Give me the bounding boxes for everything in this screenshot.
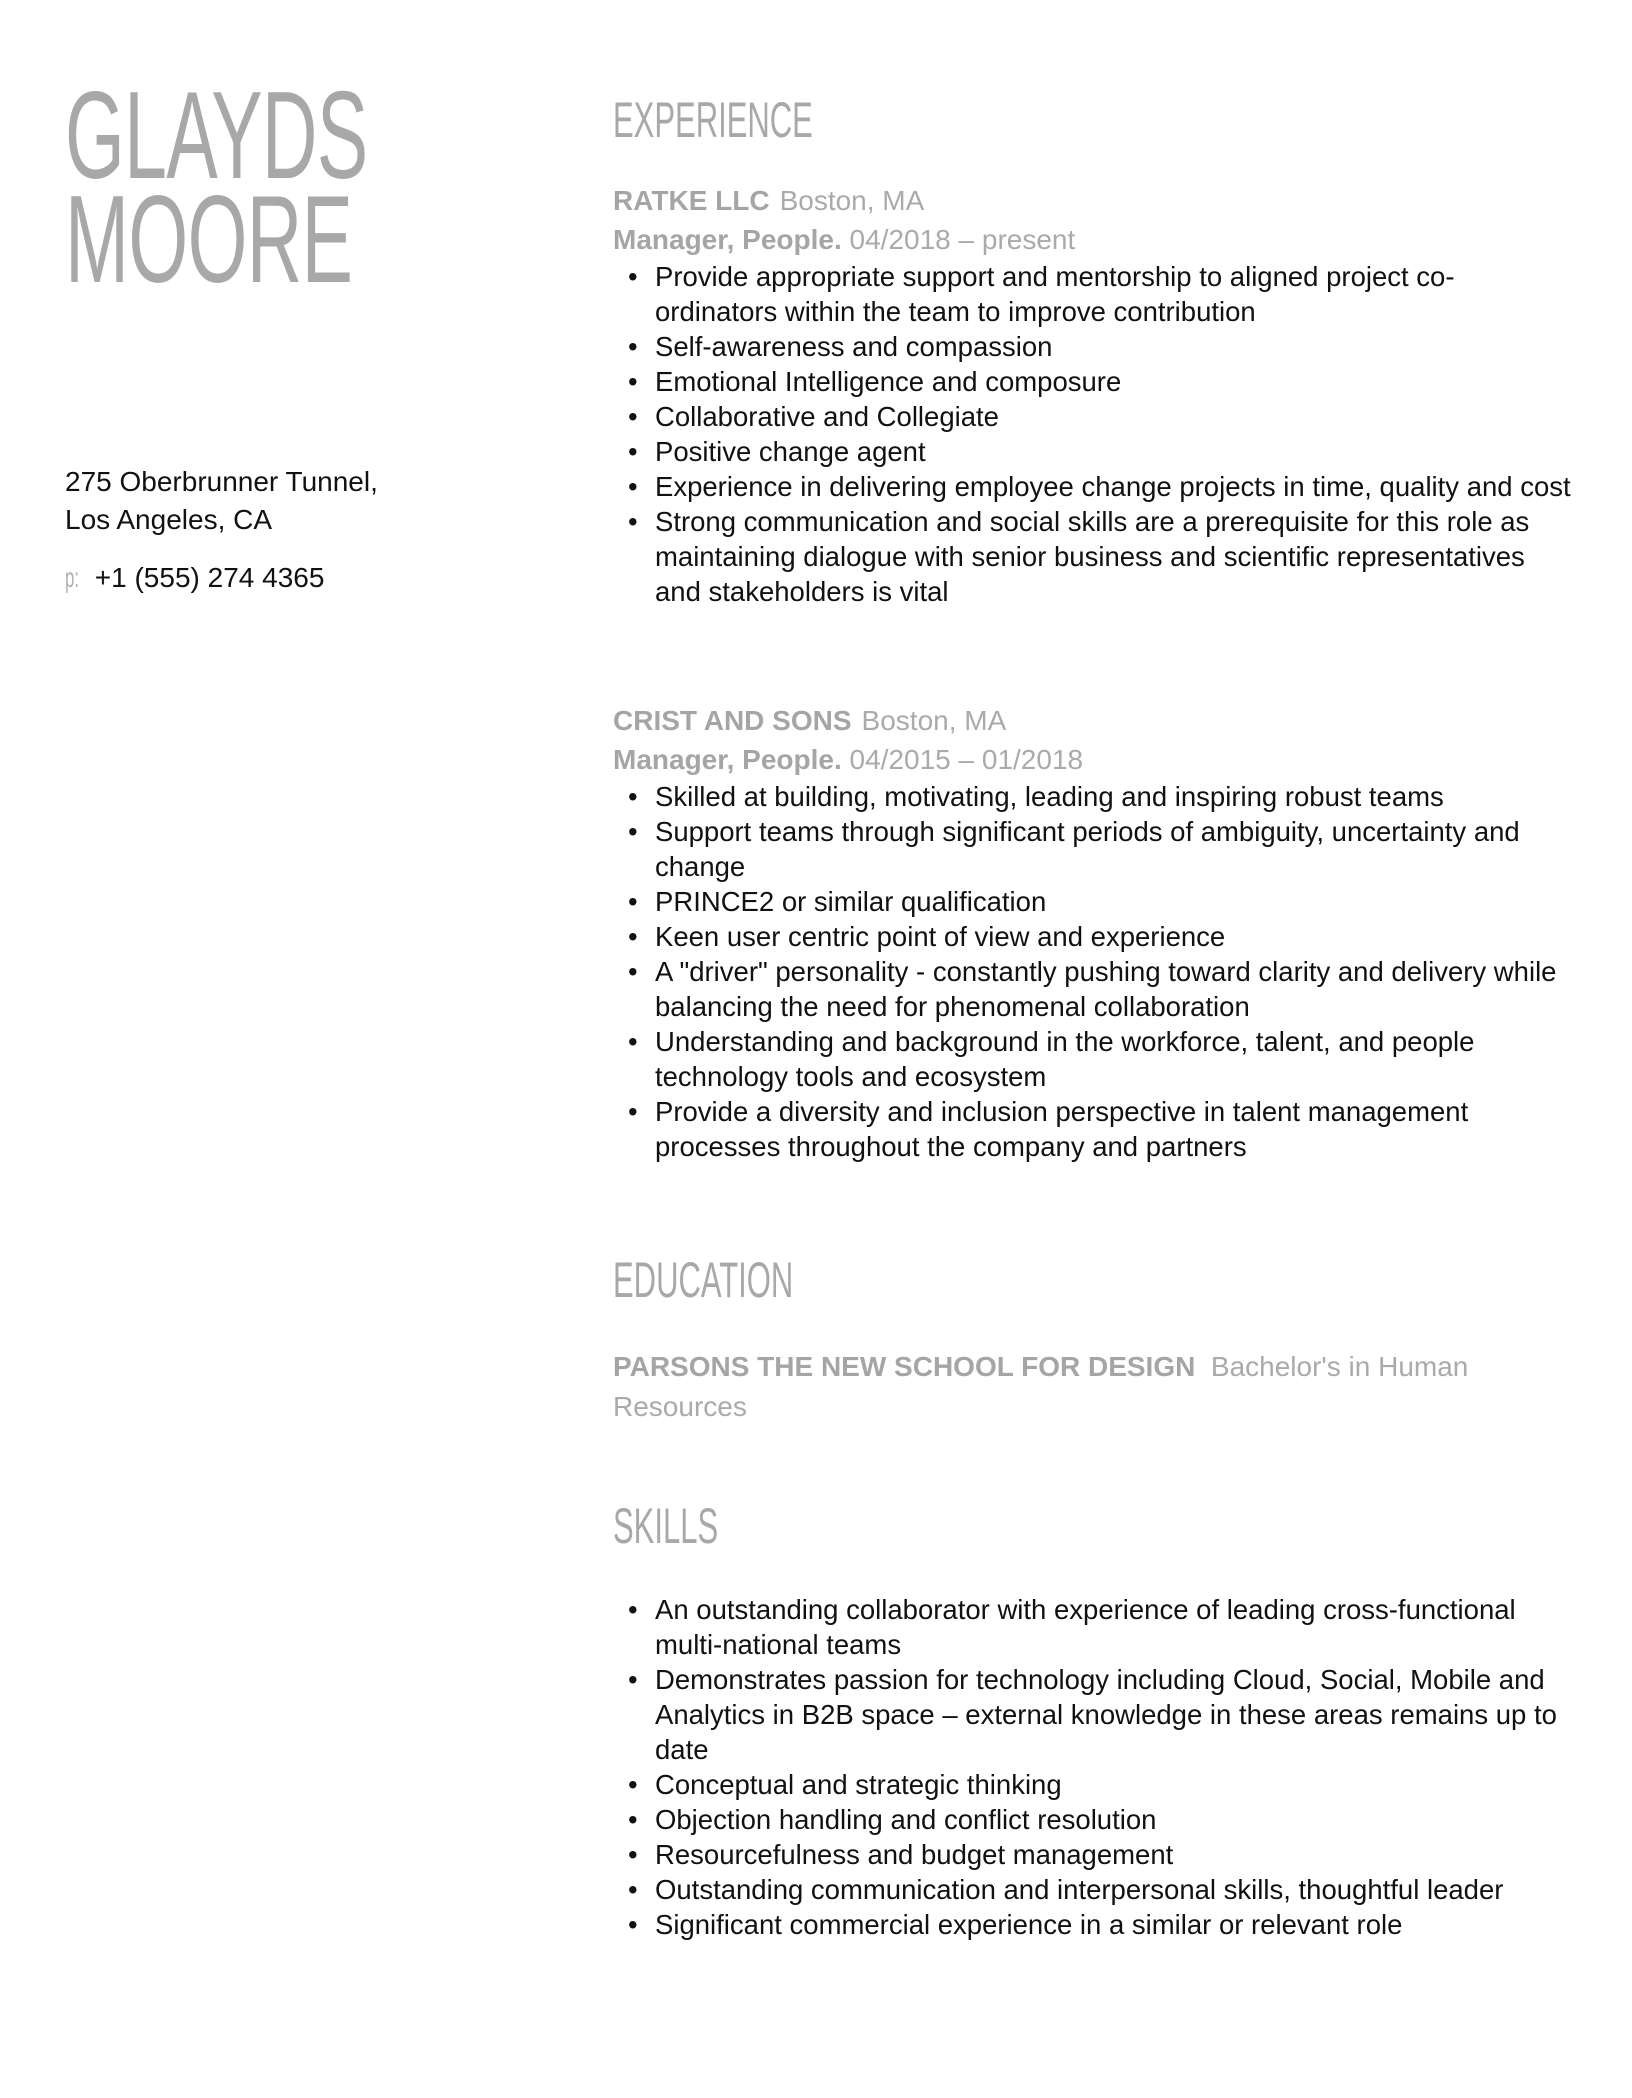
school-name: PARSONS THE NEW SCHOOL FOR DESIGN [613,1351,1196,1382]
job-location: Boston, MA [779,185,925,216]
phone-label: p: [65,562,80,593]
list-item: • Support teams through significant periods of ambiguity, uncertainty and change [655,814,1573,884]
list-item: • Resourcefulness and budget management [655,1837,1573,1872]
job-role-line [613,220,1573,259]
list-item: • Outstanding communication and interpersonal skills, thoughtful leader [655,1872,1573,1907]
skills-heading [613,1498,783,1554]
list-item: • Demonstrates passion for technology including Cloud, Social, Mobile and Analytics in B2B space – external knowledge in these areas remains up to date [655,1662,1573,1767]
job-bullets [613,259,1573,609]
list-item: • Emotional Intelligence and composure [655,364,1573,399]
address-line-2: Los Angeles, CA [65,504,273,535]
list-item: • Self-awareness and compassion [655,329,1573,364]
education-entry [613,1347,1533,1427]
list-item: • Objection handling and conflict resolution [655,1802,1573,1837]
skills-heading-text: SKILLS [613,1498,719,1554]
list-item: • Collaborative and Collegiate [655,399,1573,434]
list-item: • PRINCE2 or similar qualification [655,884,1573,919]
experience-heading-text: EXPERIENCE [613,92,813,148]
experience-heading [613,92,935,148]
job-company: CRIST AND SONS [613,705,852,736]
job-role-line [613,740,1573,779]
job-role: Manager, People. [613,744,842,775]
job-company: RATKE LLC [613,185,770,216]
job-entry-2 [613,701,1573,1164]
education-heading-text: EDUCATION [613,1252,794,1308]
list-item: • Provide a diversity and inclusion perspective in talent management processes throughout the company and partners [655,1094,1573,1164]
list-item: • Understanding and background in the workforce, talent, and people technology tools and ecosystem [655,1024,1573,1094]
job-bullets [613,779,1573,1164]
phone-number: +1 (555) 274 4365 [94,562,325,593]
job-role: Manager, People. [613,224,842,255]
address-line-1: 275 Oberbrunner Tunnel, [65,466,378,497]
candidate-name [65,67,553,309]
list-item: • Significant commercial experience in a similar or relevant role [655,1907,1573,1942]
list-item: • Experience in delivering employee change projects in time, quality and cost [655,469,1573,504]
list-item: • Conceptual and strategic thinking [655,1767,1573,1802]
job-dates: 04/2015 – 01/2018 [849,744,1084,775]
job-dates: 04/2018 – present [849,224,1076,255]
job-company-line [613,181,1573,220]
address [65,463,378,539]
job-location: Boston, MA [861,705,1007,736]
job-entry-1 [613,181,1573,609]
skills-list-container [613,1592,1573,1942]
first-name: GLAYDS [65,67,368,205]
list-item: • A "driver" personality - constantly pushing toward clarity and delivery while balancing the need for phenomenal collaboration [655,954,1573,1024]
list-item: • Provide appropriate support and mentorship to aligned project co-ordinators within the team to improve contribution [655,259,1573,329]
list-item: • An outstanding collaborator with experience of leading cross-functional multi-national teams [655,1592,1573,1662]
list-item: • Strong communication and social skills are a prerequisite for this role as maintaining dialogue with senior business and scientific representatives and stakeholders is vital [655,504,1573,609]
last-name: MOORE [65,171,353,309]
degree: Bachelor's in Human Resources [613,1351,1469,1422]
list-item: • Keen user centric point of view and experience [655,919,1573,954]
list-item: • Skilled at building, motivating, leading and inspiring robust teams [655,779,1573,814]
job-company-line [613,701,1573,740]
phone [65,559,324,597]
list-item: • Positive change agent [655,434,1573,469]
skills-list [613,1592,1573,1942]
education-heading [613,1252,904,1308]
